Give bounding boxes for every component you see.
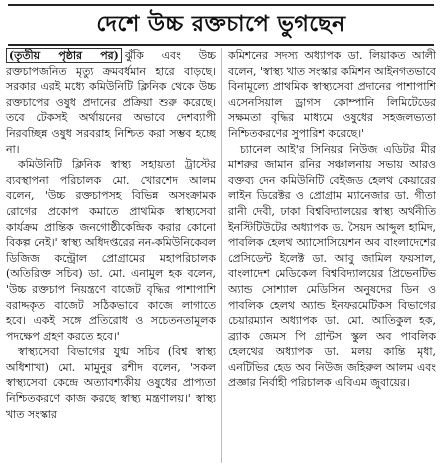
article-paragraph: স্বাস্থ্যসেবা বিভাগের যুগ্ম সচিব (বিশ্ব স্বাস্থ্য অধিশাখা) মো. মামুনুর রশীদ বলেন, 'সকল স্বাস্থ্যসেবা কেন্দ্রে অত্যাবশ্যকীয় ওষুধের প্রাপ্যতা নিশ্চিতকরণে কাজ করছে স্বাস্থ্য মন্ত্রণালয়।' স্বাস্থ্য খাত সংস্কার	[6, 345, 216, 421]
article-column-right	[228, 48, 436, 465]
jump-label: (তৃতীয় পৃষ্ঠার পর)	[6, 48, 122, 63]
article-paragraph: কমিউনিটি ক্লিনিক স্বাস্থ্য সহায়তা ট্রাস্টের ব্যবস্থাপনা পরিচালক মো. খোরশেদ আলম বলেন, 'উচ্চ রক্তচাপসহ বিভিন্ন অসংক্রামক রোগের প্রকোপ কমাতে প্রাথমিক স্বাস্থ্যসেবা কার্যক্রম প্রান্তিক জনগোষ্ঠীকেন্দ্রিক করার কোনো বিকল্প নেই।' স্বাস্থ্য অধিদপ্তরের নন-কমিউনিকেবল ডিজিজ কন্ট্রোল প্রোগ্রামের মহাপরিচালক (অতিরিক্ত সচিব) ডা. মো. এনামুল হক বলেন, 'উচ্চ রক্তচাপ নিয়ন্ত্রণে বাজেট বৃদ্ধির পাশাপাশি বরাদ্দকৃত বাজেট সঠিকভাবে কাজে লাগাতে হবে। একই সঙ্গে প্রতিরোধ ও সচেতনতামূলক পদক্ষেপ গ্রহণ করতে হবে।'	[6, 158, 216, 343]
headline: দেশে উচ্চ রক্তচাপে ভুগছেন	[96, 11, 346, 37]
article-paragraph	[6, 48, 216, 157]
headline-banner	[8, 4, 434, 46]
paragraph-text: ঝুঁকি এবং উচ্চ রক্তচাপজনিত মৃত্যু ক্রমবর্ধমান হারে বাড়ছে। সরকার এরই মধ্যে কমিউনিটি ক্লিনিক থেকে উচ্চ রক্তচাপের ওষুধ প্রদানের প্রক্রিয়া শুরু করেছে। তবে টেকসই অর্থায়নের অভাবে দেশব্যাপী নিরবচ্ছিন্ন ওষুধ সরবরাহ নিশ্চিত করা সম্ভব হচ্ছে না।	[6, 49, 216, 156]
article-paragraph: চ্যানেল আই'র সিনিয়র নিউজ এডিটর মীর মাশরুর জামান রনির সঞ্চালনায় সভায় আরও বক্তব্য দেন কমিউনিটি বেইজড হেলথ কেয়ারের লাইন ডিরেক্টর ও প্রোগ্রাম ম্যানেজার ডা. গীতা রানী দেবী, ঢাকা বিশ্ববিদ্যালয়ের স্বাস্থ্য অর্থনীতি ইনস্টিটিউটের অধ্যাপক ড. সৈয়দ আব্দুল হামিদ, পাবলিক হেলথ অ্যাসোসিয়েশন অব বাংলাদেশের প্রেসিডেন্ট ইলেক্ট ডা. আবু জামিল ফয়সাল, বাংলাদেশ মেডিকেল বিশ্ববিদ্যালয়ের প্রিভেনটিভ অ্যান্ড সোশ্যাল মেডিসিন অনুষদের ডিন ও পাবলিক হেলথ অ্যান্ড ইনফরমেটিকস বিভাগের চেয়ারম্যান অধ্যাপক ডা. মো. আতিকুল হক, ব্র্যাক জেমস পি গ্রান্টস স্কুল অব পাবলিক হেলথের অধ্যাপক ডা. মলয় কান্তি মৃধা, এনটিভির হেড অব নিউজ জহিরুল আলম এবং প্রজ্ঞার নির্বাহী পরিচালক এবিএম জুবায়ের।	[228, 142, 436, 390]
article-paragraph: কমিশনের সদস্য অধ্যাপক ডা. লিয়াকত আলী বলেন, 'স্বাস্থ্য খাত সংস্কার কমিশন আইনগতভাবে বিনামূল্যে প্রাথমিক স্বাস্থ্যসেবা প্রদানের পাশাপাশি এসেনসিয়াল ড্রাগস কোম্পানি লিমিটেডের সক্ষমতা বৃদ্ধির মাধ্যমে ওষুধের সহজলভ্যতা নিশ্চিতকরণের সুপারিশ করেছে।'	[228, 49, 436, 140]
article-column-left	[6, 48, 216, 465]
column-divider	[221, 48, 222, 463]
